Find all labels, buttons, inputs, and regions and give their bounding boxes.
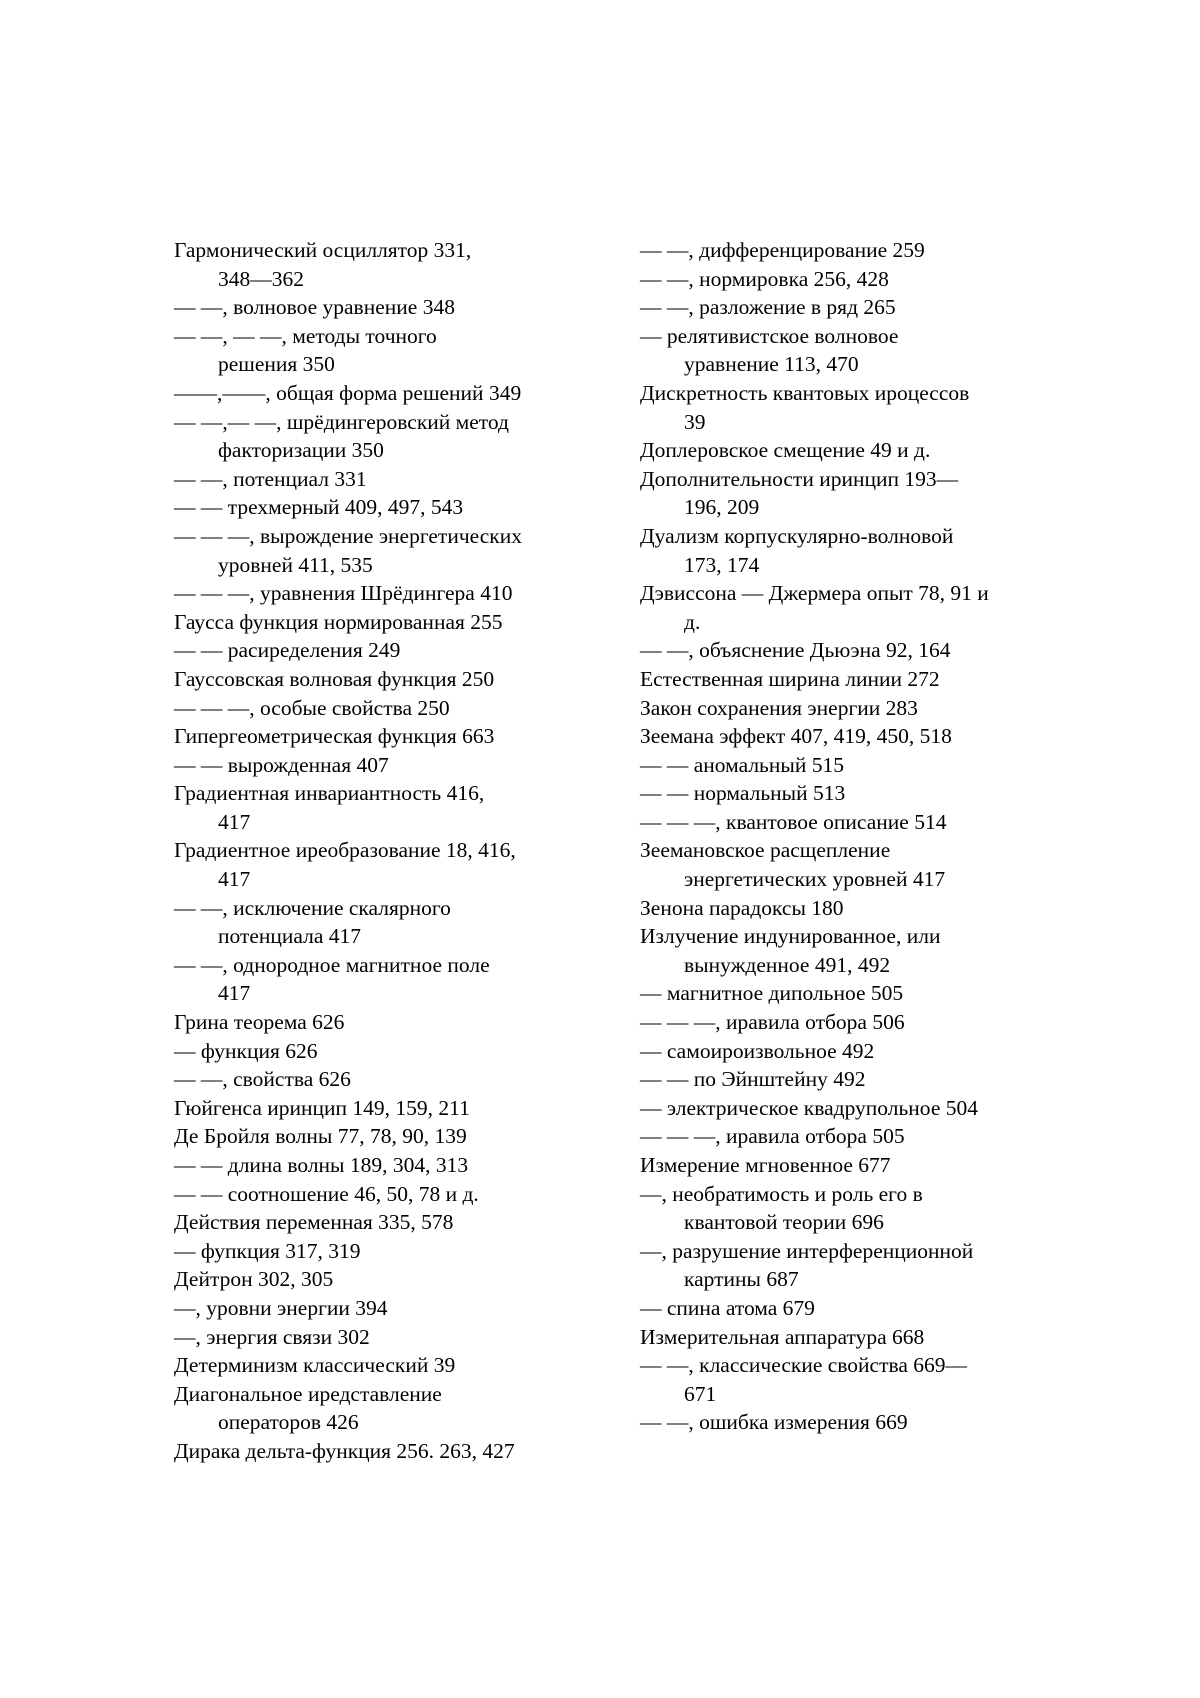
- index-entry: [174, 636, 589, 665]
- index-entry-text: —, необратимость и роль его в: [640, 1181, 923, 1206]
- index-entry: [174, 779, 589, 836]
- index-entry-continuation: решения 350: [218, 352, 335, 377]
- index-entry: [640, 1122, 1060, 1151]
- index-entry-text: — —, исключение скалярного: [174, 895, 451, 920]
- index-entry: [640, 379, 1060, 436]
- index-entry: [640, 579, 1060, 636]
- index-entry-text: — — по Эйнштейну 492: [640, 1067, 866, 1092]
- index-entry-text: — самоироизвольное 492: [640, 1038, 875, 1063]
- index-entry-continuation: вынужденное 491, 492: [684, 952, 891, 977]
- index-entry: [640, 293, 1060, 322]
- index-entry-continuation: 417: [218, 867, 251, 892]
- index-column-right: [640, 236, 1060, 1437]
- index-entry: [640, 979, 1060, 1008]
- index-entry-text: Де Бройля волны 77, 78, 90, 139: [174, 1124, 467, 1149]
- index-entry: [174, 408, 589, 465]
- index-entry-text: Градиентное иреобразование 18, 416,: [174, 838, 516, 863]
- index-entry: [174, 522, 589, 579]
- index-entry-text: — фупкция 317, 319: [174, 1238, 361, 1263]
- index-entry: [640, 1323, 1060, 1352]
- index-entry: [640, 722, 1060, 751]
- index-entry-text: — — —, уравнения Шрёдингера 410: [174, 581, 513, 606]
- index-entry-continuation: 196, 209: [684, 495, 760, 520]
- index-entry: [174, 694, 589, 723]
- index-entry: [174, 1437, 589, 1466]
- index-entry-text: — релятивистское волновое: [640, 323, 899, 348]
- index-entry-continuation: уровней 411, 535: [218, 552, 373, 577]
- index-entry: [174, 465, 589, 494]
- index-entry: [640, 436, 1060, 465]
- index-entry-text: Гармонический осциллятор 331,: [174, 238, 472, 262]
- index-entry-text: —, уровни энергии 394: [174, 1295, 388, 1320]
- index-entry-text: Дискретность квантовых ироцессов: [640, 380, 970, 405]
- index-entry-continuation: 348—362: [218, 266, 304, 291]
- index-entry-text: — — длина волны 189, 304, 313: [174, 1153, 469, 1177]
- index-entry: [640, 636, 1060, 665]
- index-entry-text: — магнитное дипольное 505: [640, 981, 904, 1006]
- index-entry-text: ——,——, общая форма решений 349: [174, 380, 522, 405]
- index-entry-text: Действия переменная 335, 578: [174, 1210, 454, 1235]
- index-entry-text: — — расиределения 249: [174, 638, 401, 663]
- index-entry-text: Измерение мгновенное 677: [640, 1153, 891, 1177]
- index-entry-text: Зеемановское расщепление: [640, 838, 891, 863]
- index-entry: [174, 1380, 589, 1437]
- index-entry: [640, 808, 1060, 837]
- index-entry-text: — —, волновое уравнение 348: [174, 295, 455, 320]
- index-entry: [640, 1180, 1060, 1237]
- index-entry: [174, 1208, 589, 1237]
- index-entry: [174, 951, 589, 1008]
- index-entry-text: Закон сохранения энергии 283: [640, 695, 918, 720]
- index-entry-text: — —,— —, шрёдингеровский метод: [174, 409, 509, 434]
- index-entry: [174, 1294, 589, 1323]
- index-entry-text: Дуализм корпускулярно-волновой: [640, 523, 954, 548]
- index-entry-text: — электрическое квадрупольное 504: [640, 1095, 978, 1120]
- index-entry-text: Измерительная аппаратура 668: [640, 1324, 925, 1349]
- index-entry: [640, 1294, 1060, 1323]
- index-entry: [640, 265, 1060, 294]
- index-entry-text: —, разрушение интерференционной: [640, 1238, 974, 1263]
- index-entry-text: — — вырожденная 407: [174, 752, 389, 777]
- index-entry-text: — —, свойства 626: [174, 1067, 351, 1092]
- index-entry: [640, 236, 1060, 265]
- index-entry-continuation: 173, 174: [684, 552, 760, 577]
- index-entry-text: — спина атома 679: [640, 1295, 815, 1320]
- index-entry: [640, 465, 1060, 522]
- index-entry: [174, 751, 589, 780]
- index-entry-text: Детерминизм классический 39: [174, 1353, 456, 1378]
- index-entry-text: Гаусса функция нормированная 255: [174, 609, 503, 634]
- index-entry-text: Градиентная инвариантность 416,: [174, 781, 485, 806]
- index-entry-continuation: 417: [218, 981, 251, 1006]
- index-entry-text: — — —, вырождение энергетических: [174, 523, 522, 548]
- index-entry-text: Доплеровское смещение 49 и д.: [640, 438, 931, 463]
- index-entry-text: —, энергия связи 302: [174, 1324, 370, 1349]
- index-entry: [640, 322, 1060, 379]
- index-entry: [174, 1180, 589, 1209]
- index-entry: [174, 1323, 589, 1352]
- index-entry-continuation: уравнение 113, 470: [684, 352, 859, 377]
- index-entry-text: — — —, особые свойства 250: [174, 695, 450, 720]
- index-entry-text: — функция 626: [174, 1038, 318, 1063]
- index-entry-text: — —, объяснение Дьюэна 92, 164: [640, 638, 951, 663]
- index-entry: [174, 1037, 589, 1066]
- index-entry-text: — —, нормировка 256, 428: [640, 266, 889, 291]
- index-entry-text: — —, потенциал 331: [174, 466, 367, 491]
- index-entry-text: Зеемана эффект 407, 419, 450, 518: [640, 724, 952, 749]
- index-entry: [640, 894, 1060, 923]
- index-entry: [174, 665, 589, 694]
- index-entry-text: Грина теорема 626: [174, 1010, 345, 1035]
- index-entry: [174, 608, 589, 637]
- index-entry: [174, 322, 589, 379]
- index-entry-text: Естественная ширина линии 272: [640, 666, 940, 691]
- index-entry-continuation: энергетических уровней 417: [684, 867, 946, 892]
- index-entry: [174, 379, 589, 408]
- index-entry: [640, 751, 1060, 780]
- index-entry-text: — — соотношение 46, 50, 78 и д.: [174, 1181, 479, 1206]
- index-entry: [174, 1151, 589, 1180]
- index-entry: [640, 1408, 1060, 1437]
- index-entry: [174, 722, 589, 751]
- index-entry-text: — — —, иравила отбора 505: [640, 1124, 905, 1149]
- index-entry-text: — —, разложение в ряд 265: [640, 295, 896, 320]
- index-entry: [640, 522, 1060, 579]
- index-entry-continuation: 671: [684, 1381, 717, 1406]
- index-entry: [174, 894, 589, 951]
- index-entry-continuation: 39: [684, 409, 706, 434]
- index-entry: [640, 922, 1060, 979]
- index-entry: [174, 579, 589, 608]
- index-entry-text: Дейтрон 302, 305: [174, 1267, 334, 1292]
- index-entry: [640, 1237, 1060, 1294]
- index-entry: [640, 1065, 1060, 1094]
- index-entry-text: Гауссовская волновая функция 250: [174, 666, 495, 691]
- index-entry-continuation: д.: [684, 609, 701, 634]
- index-entry: [640, 665, 1060, 694]
- index-entry-continuation: квантовой теории 696: [684, 1210, 884, 1235]
- index-entry: [174, 1122, 589, 1151]
- index-entry-text: — — нормальный 513: [640, 781, 846, 806]
- index-entry-text: Дэвиссона — Джермера опыт 78, 91 и: [640, 581, 989, 606]
- index-entry-text: Гюйгенса иринцип 149, 159, 211: [174, 1095, 470, 1120]
- index-entry-text: Излучение индунированное, или: [640, 924, 941, 949]
- index-entry-continuation: потенциала 417: [218, 924, 362, 949]
- index-entry-continuation: 417: [218, 809, 251, 834]
- index-entry: [640, 779, 1060, 808]
- index-entry: [174, 1237, 589, 1266]
- index-entry-text: Дополнительности иринцип 193—: [640, 466, 959, 491]
- index-entry: [640, 1008, 1060, 1037]
- index-entry-continuation: картины 687: [684, 1267, 799, 1292]
- index-entry: [174, 1351, 589, 1380]
- index-entry-text: — — трехмерный 409, 497, 543: [174, 495, 464, 520]
- index-entry: [174, 1008, 589, 1037]
- index-entry-text: — —, — —, методы точного: [174, 323, 437, 348]
- index-entry-text: — —, ошибка измерения 669: [640, 1410, 908, 1435]
- index-entry: [174, 1265, 589, 1294]
- index-entry-text: Гипергеометрическая функция 663: [174, 724, 495, 749]
- index-entry-text: — — —, иравила отбора 506: [640, 1010, 905, 1035]
- index-entry: [640, 1151, 1060, 1180]
- index-entry: [174, 836, 589, 893]
- index-entry: [174, 236, 589, 293]
- index-entry-text: — — —, квантовое описание 514: [640, 809, 947, 834]
- index-entry-text: Зенона парадоксы 180: [640, 895, 844, 920]
- index-entry-text: Диагональное иредставление: [174, 1381, 442, 1406]
- index-entry-text: — —, однородное магнитное поле: [174, 952, 490, 977]
- index-entry: [640, 694, 1060, 723]
- index-entry-continuation: факторизации 350: [218, 438, 384, 463]
- index-entry: [174, 293, 589, 322]
- index-entry-continuation: операторов 426: [218, 1410, 359, 1435]
- index-entry-text: — —, дифференцирование 259: [640, 238, 925, 262]
- index-entry: [640, 1037, 1060, 1066]
- index-entry: [174, 1094, 589, 1123]
- index-entry: [640, 1351, 1060, 1408]
- index-entry-text: — — аномальный 515: [640, 752, 844, 777]
- index-entry: [640, 836, 1060, 893]
- index-entry: [640, 1094, 1060, 1123]
- index-column-left: [174, 236, 589, 1466]
- index-entry-text: — —, классические свойства 669—: [640, 1353, 968, 1378]
- index-entry-text: Дирака дельта-функция 256. 263, 427: [174, 1438, 515, 1463]
- index-entry: [174, 1065, 589, 1094]
- index-entry: [174, 493, 589, 522]
